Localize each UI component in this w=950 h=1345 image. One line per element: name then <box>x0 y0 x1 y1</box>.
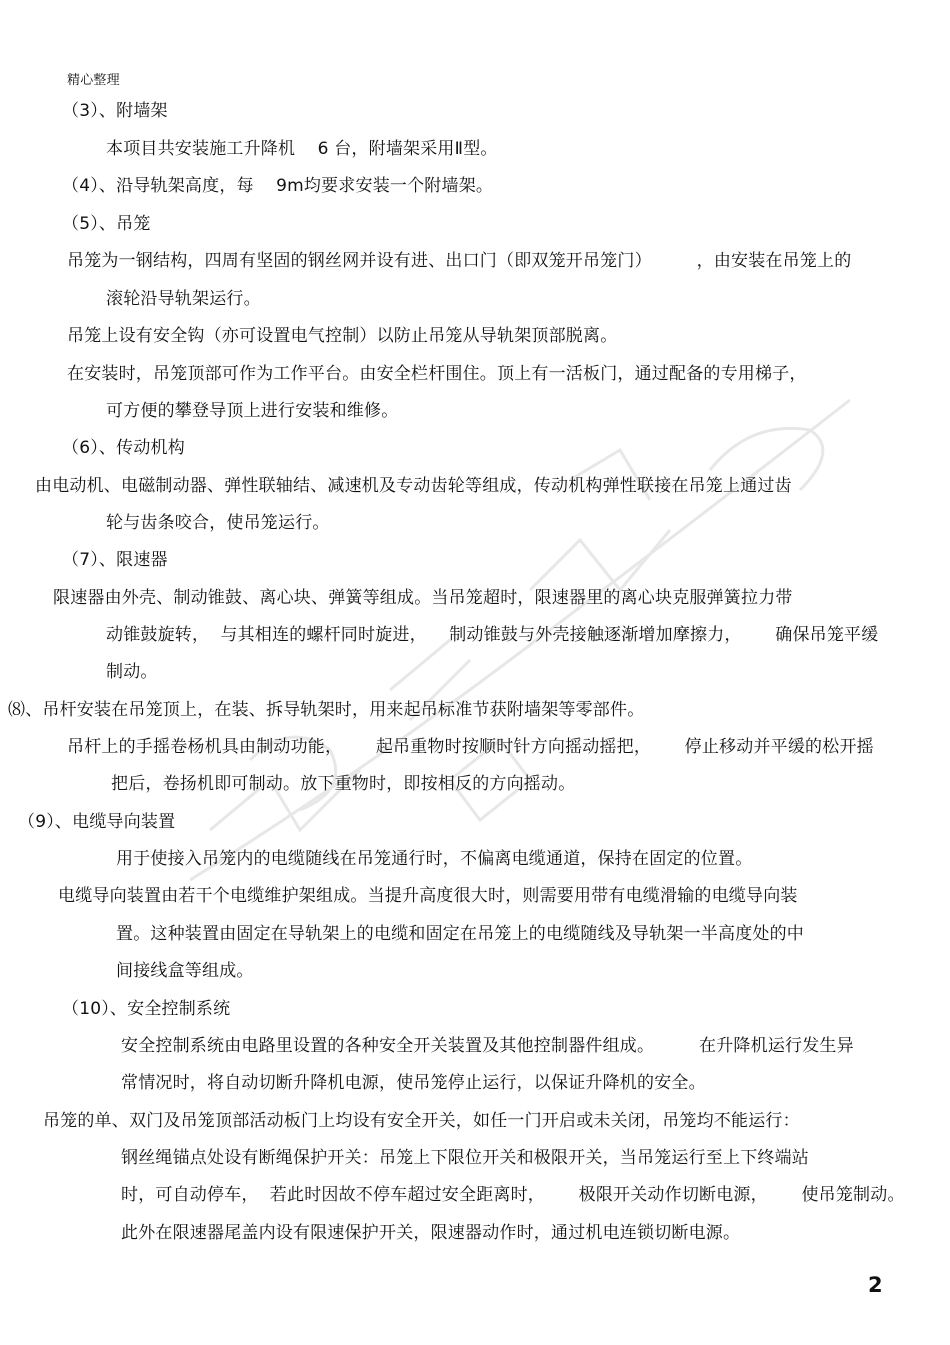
section-heading: （10）、安全控制系统 <box>62 999 231 1019</box>
paragraph-line: 此外在限速器尾盖内设有限速保护开关，限速器动作时，通过机电连锁切断电源。 <box>121 1223 741 1243</box>
paragraph-line: 用于使接入吊笼内的电缆随线在吊笼通行时，不偏离电缆通道，保持在固定的位置。 <box>116 849 753 869</box>
paragraph-line: 轮与齿条咬合，使吊笼运行。 <box>106 513 330 533</box>
paragraph-line: 动锥鼓旋转， 与其相连的螺杆同时旋进， 制动锥鼓与外壳接触逐渐增加摩擦力， 确保吊笼平缓 <box>106 625 879 645</box>
paragraph-line: 间接线盒等组成。 <box>116 961 254 981</box>
page-header: 精心整理 <box>67 73 120 88</box>
paragraph-line: 制动。 <box>106 662 158 682</box>
paragraph-line: 吊杆上的手摇卷杨机具由制动功能， 起吊重物时按顺时针方向摇动摇把， 停止移动并平缓的松开摇 <box>67 737 874 757</box>
section-heading: （4）、沿导轨架高度，每 9m均要求安装一个附墙架。 <box>62 176 494 196</box>
paragraph-line: 本项目共安装施工升降机 6 台，附墙架采用Ⅱ型。 <box>106 139 498 159</box>
paragraph-line: 由电动机、电磁制动器、弹性联轴结、减速机及专动齿轮等组成，传动机构弹性联接在吊笼上通过齿 <box>35 476 792 496</box>
paragraph-line: 滚轮沿导轨架运行。 <box>106 289 261 309</box>
paragraph-line: 安全控制系统由电路里设置的各种安全开关装置及其他控制器件组成。 在升降机运行发生异 <box>121 1036 854 1056</box>
paragraph-line: 钢丝绳锚点处设有断绳保护开关：吊笼上下限位开关和极限开关，当吊笼运行至上下终端站 <box>121 1148 809 1168</box>
section-heading: （3）、附墙架 <box>62 101 168 121</box>
section-heading: （6）、传动机构 <box>62 438 185 458</box>
paragraph-line: 吊笼的单、双门及吊笼顶部活动板门上均设有安全开关，如任一门开启或未关闭，吊笼均不能运行： <box>43 1111 800 1131</box>
paragraph-line: 可方便的攀登导顶上进行安装和维修。 <box>106 401 399 421</box>
paragraph-line: 常情况时，将自动切断升降机电源，使吊笼停止运行，以保证升降机的安全。 <box>121 1073 706 1093</box>
paragraph-line: 限速器由外壳、制动锥鼓、离心块、弹簧等组成。当吊笼超时，限速器里的离心块克服弹簧拉力带 <box>53 588 793 608</box>
section-heading: （9）、电缆导向装置 <box>18 812 176 832</box>
page-number: 2 <box>868 1273 883 1297</box>
paragraph-line: 吊笼上设有安全钩（亦可设置电气控制）以防止吊笼从导轨架顶部脱离。 <box>67 326 618 346</box>
paragraph-line: 置。这种装置由固定在导轨架上的电缆和固定在吊笼上的电缆随线及导轨架一半高度处的中 <box>116 924 804 944</box>
section-heading: （5）、吊笼 <box>62 214 151 234</box>
paragraph-line: 时，可自动停车， 若此时因故不停车超过安全距离时， 极限开关动作切断电源， 使吊笼制动。 <box>121 1185 905 1205</box>
section-heading: ⑻、吊杆安装在吊笼顶上，在装、拆导轨架时，用来起吊标准节获附墙架等零部件。 <box>8 700 645 720</box>
paragraph-line: 吊笼为一钢结构，四周有坚固的钢丝网并设有进、出口门（即双笼开吊笼门） ，由安装在吊笼上的 <box>67 251 852 271</box>
section-heading: （7）、限速器 <box>62 550 168 570</box>
paragraph-line: 把后，卷扬机即可制动。放下重物时，即按相反的方向摇动。 <box>111 774 576 794</box>
paragraph-line: 在安装时，吊笼顶部可作为工作平台。由安全栏杆围住。顶上有一活板门，通过配备的专用梯子， <box>67 364 807 384</box>
paragraph-line: 电缆导向装置由若干个电缆维护架组成。当提升高度很大时，则需要用带有电缆滑输的电缆导向装 <box>58 886 798 906</box>
